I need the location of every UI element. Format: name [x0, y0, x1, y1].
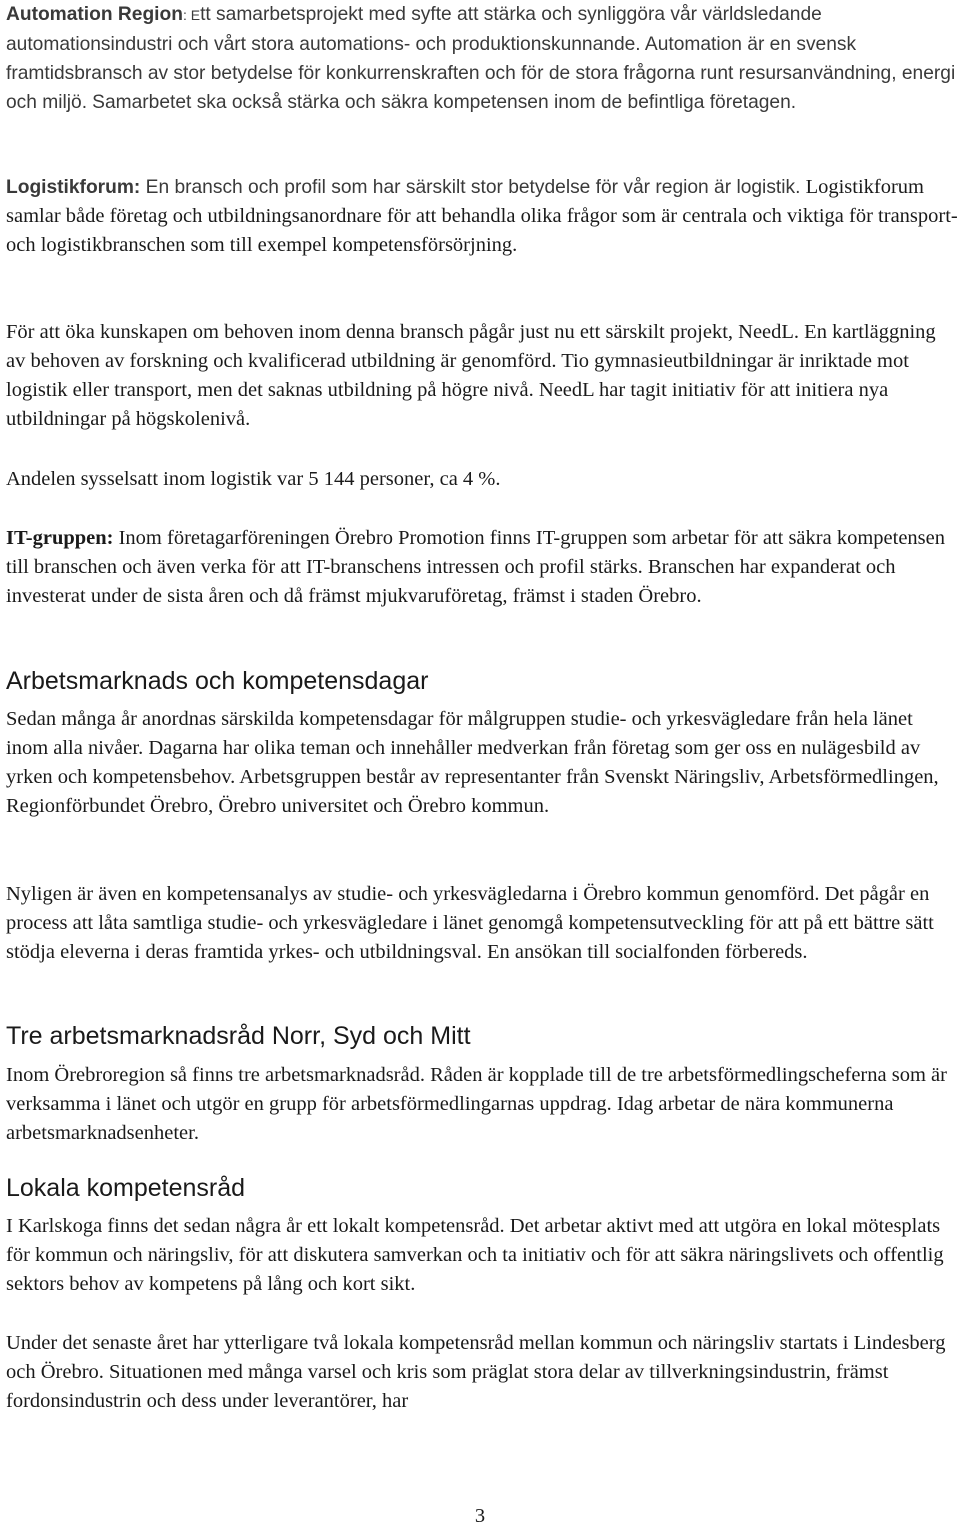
- paragraph-needl: För att öka kunskapen om behoven inom denna bransch pågår just nu ett särskilt projekt, NeedL. En kartläggning av behoven av forskning och kvalificerad utbildning är genomförd. Tio gymnasieutbildningar är inriktade mot logistik eller transport, men det saknas utbildning på högre nivå. NeedL har tagit initiativ för att initiera nya utbildningar på högskolenivå.: [6, 321, 936, 430]
- automation-region-colon: : E: [182, 7, 201, 23]
- paragraph-automation-region: [6, 0, 958, 117]
- paragraph-kompetensdagar: Sedan många år anordnas särskilda kompetensdagar för målgruppen studie- och yrkesvägledare från hela länet inom alla nivåer. Dagarna har olika teman och innehåller medverkan från företag som ger oss en nulägesbild av yrken och kompetensbehov. Arbetsgruppen består av representanter från Svenskt Näringsliv, Arbetsförmedlingen, Regionförbundet Örebro, Örebro universitet och Örebro kommun.: [6, 708, 939, 817]
- automation-region-label: Automation Region: [6, 4, 183, 25]
- heading-tre-arbetsmarknadsrad: Tre arbetsmarknadsråd Norr, Syd och Mitt: [6, 1022, 471, 1050]
- paragraph-arbetsmarknadsrad: Inom Örebroregion så finns tre arbetsmarknadsråd. Råden är kopplade till de tre arbetsförmedlingscheferna som är verksamma i länet och utgör en grupp för arbetsförmedlingarnas uppdrag. Idag arbetar de nära kommunerna arbetsmarknadsenheter.: [6, 1064, 947, 1144]
- heading-arbetsmarknads: Arbetsmarknads och kompetensdagar: [6, 667, 429, 695]
- logistikforum-text-serif: Logistikforum samlar både företag och utbildningsanordnare för att behandla olika frågor som är centrala och viktiga för transport- och logistikbranschen som till exempel kompetensförsörjning.: [6, 176, 958, 256]
- paragraph-kompetensanalys: Nyligen är även en kompetensanalys av studie- och yrkesvägledarna i Örebro kommun genomförd. Det pågår en process att låta samtliga studie- och yrkesvägledare i länet genomgå kompetensutveckling för att på ett bättre sätt stödja eleverna i deras framtida yrkes- och utbildningsval. En ansökan till socialfonden förbereds.: [6, 883, 934, 963]
- paragraph-it-gruppen: [6, 524, 958, 611]
- it-gruppen-label: IT-gruppen:: [6, 527, 114, 549]
- paragraph-logistikforum: [6, 173, 958, 260]
- heading-lokala-kompetensrad: Lokala kompetensråd: [6, 1174, 246, 1202]
- logistikforum-label: Logistikforum:: [6, 177, 141, 198]
- automation-region-text-1: tt samarbetsprojekt med syfte att stärka och synliggöra vår världsledande automationsindustri och vårt stora automations- och produktionskunnande. Automation är en svensk framtidsbransch av stor betydelse för konkurrenskraften och för de stora frågorna runt resursanvändning, energi och miljö.: [6, 4, 956, 113]
- logistikforum-text-sans: En bransch och profil som har särskilt stor betydelse för vår region är logistik.: [140, 177, 801, 198]
- paragraph-logistik-share: Andelen sysselsatt inom logistik var 5 144 personer, ca 4 %.: [6, 468, 501, 490]
- paragraph-karlskoga: I Karlskoga finns det sedan några år ett lokalt kompetensråd. Det arbetar aktivt med att utgöra en lokal mötesplats för kommun och näringsliv, för att diskutera samverkan och ta initiativ och för att säkra näringslivets och offentlig sektors behov av kompetens på lång och kort sikt.: [6, 1215, 944, 1295]
- page-number: 3: [474, 1505, 486, 1527]
- it-gruppen-text: Inom företagarföreningen Örebro Promotion finns IT-gruppen som arbetar för att säkra kompetensen till branschen och även verka för att IT-branschens intressen och profil stärks. Branschen har expanderat och investerat under de sista åren och då främst mjukvaruföretag, främst i staden Örebro.: [6, 527, 945, 607]
- paragraph-lindesberg: Under det senaste året har ytterligare två lokala kompetensråd mellan kommun och näringsliv startats i Lindesberg och Örebro. Situationen med många varsel och kris som präglat stora delar av tillverkningsindustrin, främst fordonsindustrin och dess under leverantörer, har: [6, 1332, 946, 1412]
- automation-region-text-2: Samarbetet ska också stärka och säkra kompetensen inom de befintliga företagen.: [92, 92, 797, 113]
